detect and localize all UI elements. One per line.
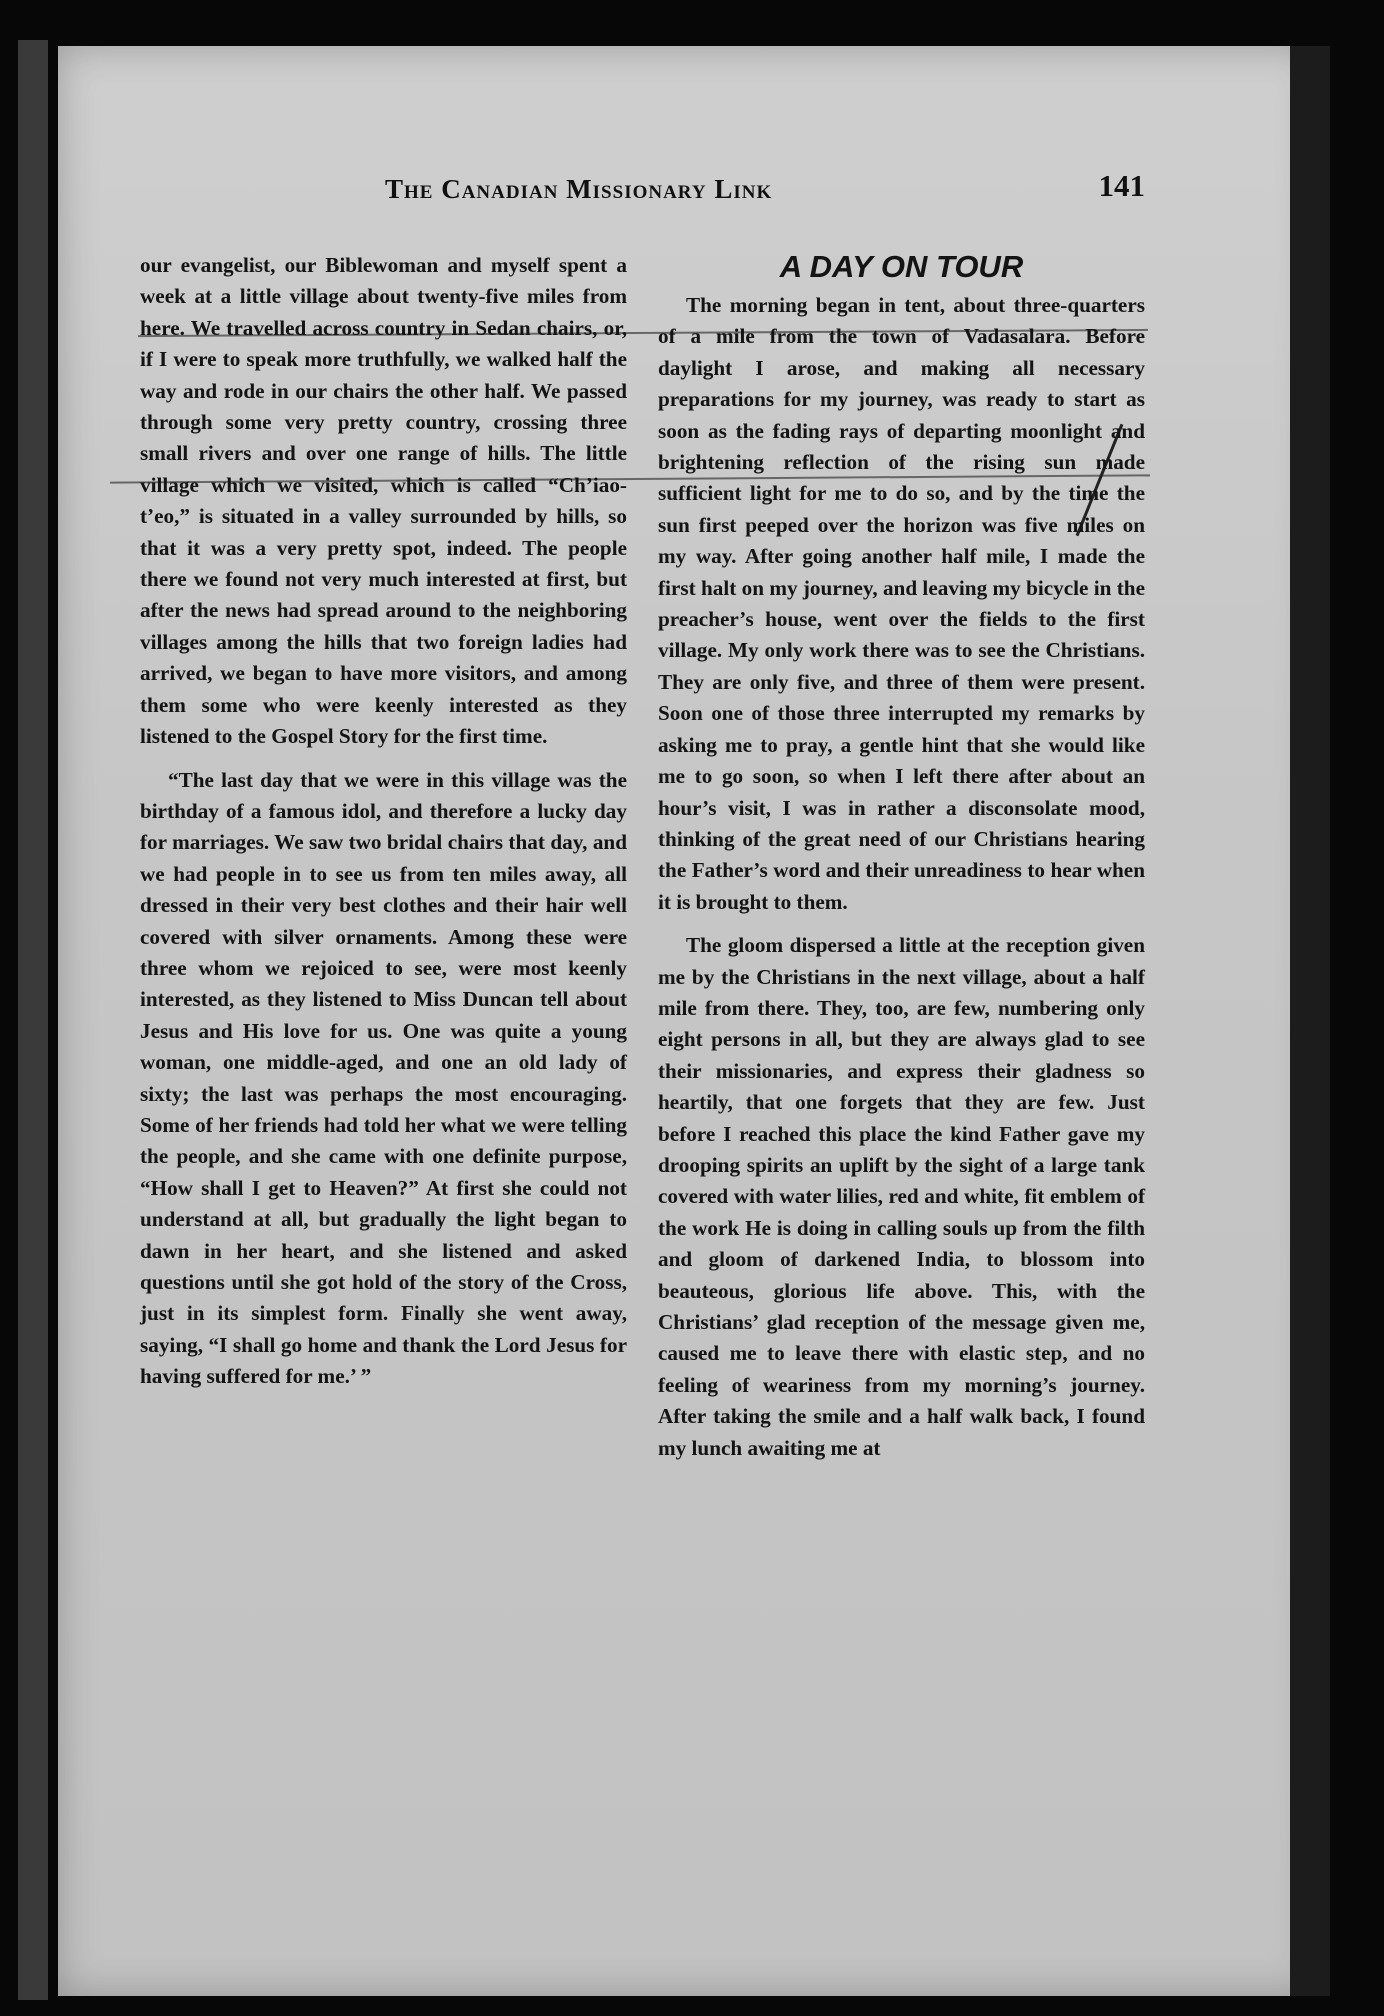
right-column [658,248,1145,1476]
binding-edge [18,40,48,2000]
article-title: A DAY ON TOUR [779,249,1024,284]
paragraph: The gloom dispersed a little at the reception given me by the Christians in the next village, about a half mile from there. They, too, are few, numbering only eight persons in all, but they are always glad to see their missionaries, and express their gladness so heartily, that one forgets that they are few. Just before I reached this place the kind Father gave my drooping spirits an uplift by the sight of a large tank covered with water lilies, red and white, fit emblem of the work He is doing in calling souls up from the filth and gloom of darkened India, to blossom into beauteous, glorious life above. This, with the Christians’ glad reception of the message given me, caused me to leave there with elastic step, and no feeling of weariness from my morning’s journey. After taking the smile and a half walk back, I found my lunch awaiting me at [658,933,1145,1460]
paragraph: “The last day that we were in this village was the birthday of a famous idol, and therefore a lucky day for marriages. We saw two bridal chairs that day, and we had people in to see us from ten miles away, all dressed in their very best clothes and their hair well covered with silver ornaments. Among these were three whom we rejoiced to see, were most keenly interested, as they listened to Miss Duncan tell about Jesus and His love for us. One was quite a young woman, one middle-aged, and one an old lady of sixty; the last was perhaps the most encouraging. Some of her friends had told her what we were telling the people, and she came with one definite purpose, “How shall I get to Heaven?” At first she could not understand at all, but gradually the light began to dawn in her heart, and she listened and asked questions until she got hold of the story of the Cross, just in its simplest form. Finally she went away, saying, “I shall go home and thank the Lord Jesus for having suffered for me.’ ” [140,767,627,1389]
page-number: 141 [1098,168,1145,203]
running-title: The Canadian Missionary Link [385,174,773,204]
paragraph: our evangelist, our Biblewoman and myself spent a week at a little village about twenty-five miles from here. We travelled across country in Sedan chairs, or, if I were to speak more truthfully, we walked half the way and rode in our chairs the other half. We passed through some very pretty country, crossing three small rivers and over one range of hills. The little village which we visited, which is called “Ch’iao-t’eo,” is situated in a valley surrounded by hills, so that it was a very pretty spot, indeed. The people there we found not very much interested at first, but after the news had spread around to the neighboring villages among the hills that two foreign ladies had arrived, we began to have more visitors, and among them some who were keenly interested as they listened to the Gospel Story for the first time. [140,253,627,749]
paragraph: The morning began in tent, about three-quarters of a mile from the town of Vadasalara. Before daylight I arose, and making all necessary preparations for my journey, was ready to start as soon as the fading rays of departing moonlight and brightening reflection of the rising sun made sufficient light for me to do so, and by the time the sun first peeped over the horizon was five miles on my way. After going another half mile, I made the first halt on my journey, and leaving my bicycle in the preacher’s house, went over the fields to the first village. My only work there was to see the Christians. They are only five, and three of them were present. Soon one of those three interrupted my remarks by asking me to pray, a gentle hint that she would like me to go soon, so when I left there after about an hour’s visit, I was in rather a disconsolate mood, thinking of the great need of our Christians hearing the Father’s word and their unreadiness to hear when it is brought to them. [658,293,1145,914]
page-spine [1290,46,1330,1996]
left-column [140,250,627,1405]
page-header [335,168,1145,208]
